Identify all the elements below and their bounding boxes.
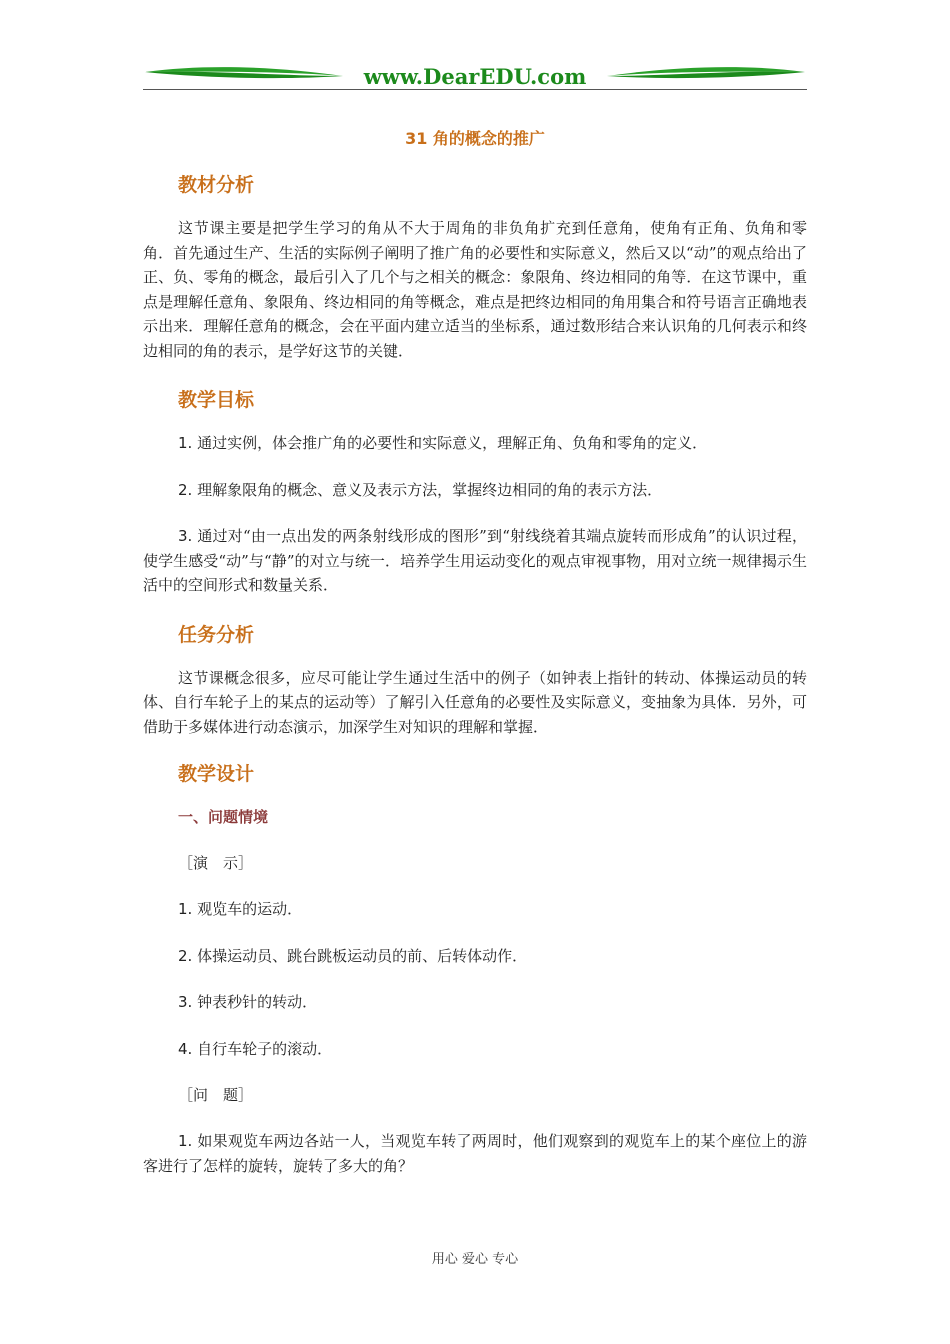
page-header — [143, 62, 807, 90]
page-title: 31 角的概念的推广 — [405, 129, 545, 148]
page-footer: 用心 爱心 专心 — [431, 1252, 519, 1267]
goal-item-3: 3. 通过对“由一点出发的两条射线形成的图形”到“射线绕着其端点旋转而形成角”的认识过程，使学生感受“动”与“静”的对立与统一．培养学生用运动变化的观点审视事物，用对立统一规律揭示生活中的空间形式和数量关系． — [143, 527, 807, 594]
goal-item-1: 1. 通过实例，体会推广角的必要性和实际意义，理解正角、负角和零角的定义． — [178, 434, 708, 452]
question-label: ［问 题］ — [178, 1086, 254, 1104]
heading-design: 教学设计 — [178, 763, 255, 785]
subheading-problem-situation: 一、问题情境 — [178, 808, 269, 826]
demo-item-2: 2. 体操运动员、跳台跳板运动员的前、后转体动作． — [178, 946, 528, 965]
analysis-paragraph: 这节课主要是把学生学习的角从不大于周角的非负角扩充到任意角，使角有正角、负角和零角．首先通过生产、生活的实际例子阐明了推广角的必要性和实际意义，然后又以“动”的观点给出了正、负、零角的概念，最后引入了几个与之相关的概念：象限角、终边相同的角等．在这节课中，重点是理解任意角、象限角、终边相同的角等概念，难点是把终边相同的角用集合和符号语言正确地表示出来．理解任意角的概念，会在平面内建立适当的坐标系，通过数形结合来认识角的几何表示和终边相同的角的表示，是学好这节的关键． — [143, 219, 807, 360]
demo-label: ［演 示］ — [178, 854, 254, 872]
question-item-1: 1. 如果观览车两边各站一人，当观览车转了两周时，他们观察到的观览车上的某个座位上的游客进行了怎样的旋转，旋转了多大的角？ — [143, 1132, 807, 1175]
demo-item-1: 1. 观览车的运动． — [178, 900, 303, 918]
goal-item-2: 2. 理解象限角的概念、意义及表示方法，掌握终边相同的角的表示方法． — [178, 480, 663, 499]
task-paragraph: 这节课概念很多，应尽可能让学生通过生活中的例子（如钟表上指针的转动、体操运动员的转体、自行车轮子上的某点的运动等）了解引入任意角的必要性及实际意义，变抽象为具体．另外，可借助于多媒体进行动态演示，加深学生对知识的理解和掌握． — [143, 668, 807, 736]
demo-item-4: 4. 自行车轮子的滚动． — [178, 1039, 333, 1058]
header-rule — [143, 89, 807, 90]
demo-item-3: 3. 钟表秒针的转动． — [178, 993, 318, 1011]
heading-task: 任务分析 — [178, 623, 255, 646]
heading-analysis: 教材分析 — [178, 174, 255, 196]
main-content — [143, 170, 807, 1178]
site-logo-text: www.DearEDU.com — [363, 64, 587, 89]
heading-goals: 教学目标 — [178, 389, 255, 411]
